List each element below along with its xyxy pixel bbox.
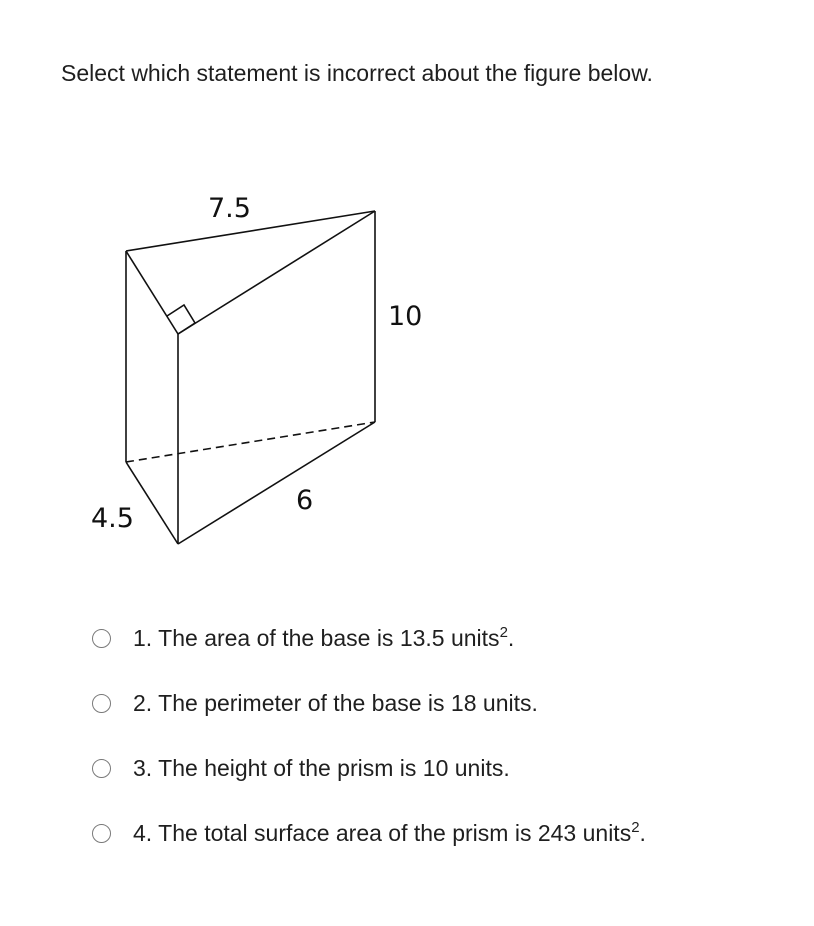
option-4-suffix: .: [639, 820, 646, 846]
label-top-edge: 7.5: [208, 193, 251, 224]
option-2-label[interactable]: [133, 687, 538, 719]
option-1-radio[interactable]: [92, 629, 111, 648]
prism-hidden-edge: [126, 422, 375, 462]
option-1-superscript: 2: [499, 624, 508, 641]
option-1-number: 1.: [133, 625, 153, 651]
prism-bottom-front-edge: [178, 422, 375, 544]
prism-top-hypotenuse: [178, 211, 375, 334]
prism-figure: [60, 160, 480, 580]
option-3-number: 3.: [133, 755, 153, 781]
option-4[interactable]: [92, 817, 646, 849]
option-1[interactable]: [92, 622, 646, 654]
option-2-number: 2.: [133, 690, 153, 716]
option-2-text: The perimeter of the base is 18 units.: [158, 690, 538, 716]
option-3-label[interactable]: [133, 752, 510, 784]
option-4-text: The total surface area of the prism is 243 units: [158, 820, 632, 846]
option-3-text: The height of the prism is 10 units.: [158, 755, 510, 781]
label-left-edge: 4.5: [91, 503, 134, 534]
option-1-label[interactable]: [133, 622, 514, 654]
option-4-radio[interactable]: [92, 824, 111, 843]
option-2-radio[interactable]: [92, 694, 111, 713]
option-2[interactable]: [92, 687, 646, 719]
option-4-superscript: 2: [631, 819, 640, 836]
label-bottom-edge: 6: [296, 485, 314, 516]
option-4-number: 4.: [133, 820, 153, 846]
option-3[interactable]: [92, 752, 646, 784]
label-height: 10: [388, 301, 423, 332]
prism-diagram: [60, 160, 480, 580]
prism-top-left-edge: [126, 251, 178, 334]
answer-options: [92, 622, 646, 882]
right-angle-marker: [167, 305, 195, 334]
option-3-radio[interactable]: [92, 759, 111, 778]
question-text: Select which statement is incorrect about the figure below.: [61, 60, 653, 86]
option-1-suffix: .: [507, 625, 515, 651]
option-1-text: The area of the base is 13.5 units: [158, 625, 500, 651]
option-4-label[interactable]: [133, 817, 646, 849]
